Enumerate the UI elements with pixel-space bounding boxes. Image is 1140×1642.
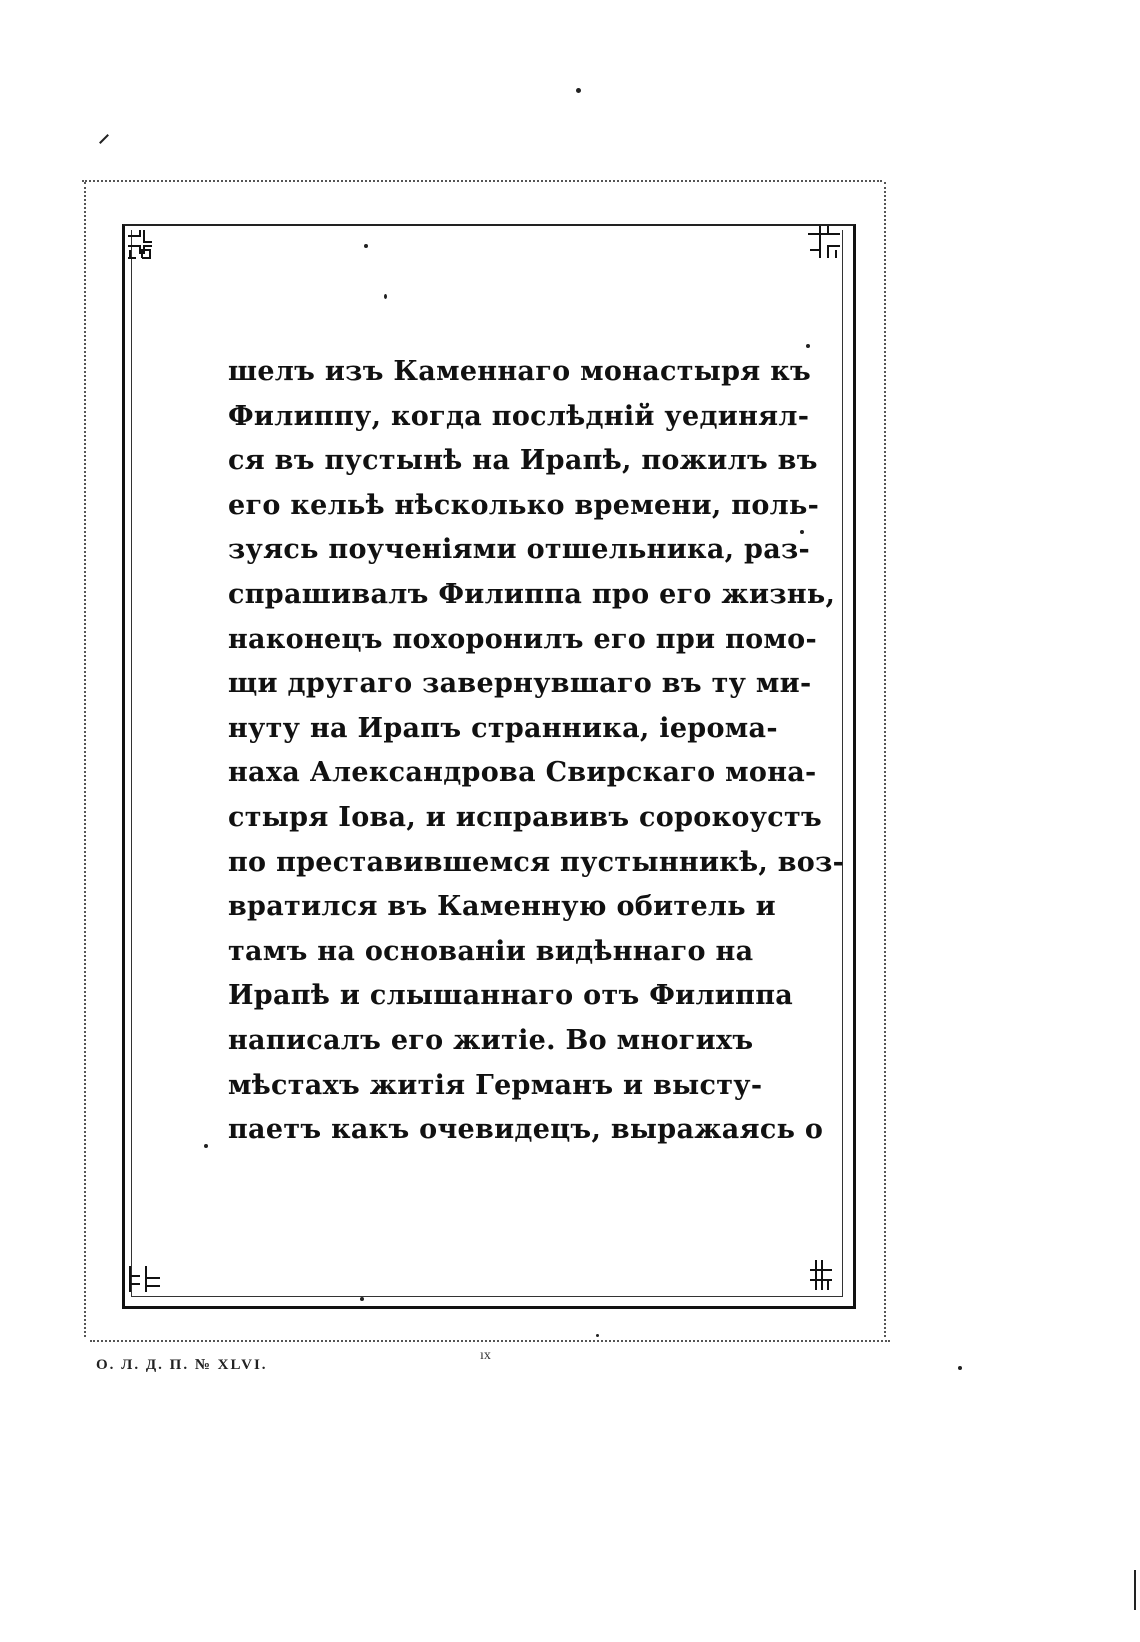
scan-speck <box>800 530 804 534</box>
footer-signature: О. Л. Д. П. № XLVI. <box>96 1357 268 1373</box>
text-line: зуясь поученіями отшельника, раз- <box>228 534 811 566</box>
text-line: написалъ его житіе. Во многихъ <box>228 1024 754 1056</box>
text-line: его кельѣ нѣсколько времени, поль- <box>228 489 820 521</box>
text-line: вратился въ Каменную обитель и <box>228 891 776 923</box>
scan-speck <box>364 244 368 248</box>
body-text <box>228 350 845 1153</box>
right-guide-line <box>884 182 886 1337</box>
text-line: паетъ какъ очевидецъ, выражаясь о <box>228 1114 824 1146</box>
fret-corner-ornament-icon <box>126 228 166 268</box>
text-line: по преставившемся пустынникѣ, воз- <box>228 846 845 878</box>
left-guide-line <box>84 182 86 1337</box>
text-line: наха Александрова Свирскаго мона- <box>228 757 817 789</box>
text-line: тамъ на основаніи видѣннаго на <box>228 935 754 967</box>
scan-mark <box>99 134 109 144</box>
text-line: щи другаго завернувшаго въ ту ми- <box>228 668 812 700</box>
text-line: спрашивалъ Филиппа про его жизнь, <box>228 578 836 610</box>
scan-speck <box>576 88 581 93</box>
fret-corner-ornament-icon <box>806 224 846 264</box>
scan-mark <box>1134 1570 1136 1610</box>
text-line: ся въ пустынѣ на Ирапѣ, пожилъ въ <box>228 445 818 477</box>
text-line: Ирапѣ и слышаннаго отъ Филиппа <box>228 980 794 1012</box>
text-line: шелъ изъ Каменнаго монастыря къ <box>228 356 812 387</box>
sheet-mark: ıx <box>480 1348 491 1363</box>
text-line: Филиппу, когда послѣдній уединял- <box>228 400 810 432</box>
text-line: стыря Іова, и исправивъ сорокоустъ <box>228 801 823 833</box>
text-line: мѣстахъ житія Германъ и высту- <box>228 1069 763 1101</box>
text-line: наконецъ похоронилъ его при помо- <box>228 623 818 655</box>
scan-speck <box>806 344 810 348</box>
top-guide-line <box>82 180 882 182</box>
bottom-guide-line <box>90 1340 890 1342</box>
scan-speck <box>360 1297 364 1301</box>
fret-corner-ornament-icon <box>808 1258 848 1298</box>
fret-corner-ornament-icon <box>126 1262 166 1302</box>
scan-speck <box>384 294 387 299</box>
scan-speck <box>596 1334 599 1337</box>
scan-speck <box>204 1144 208 1148</box>
text-line: нуту на Ирапъ странника, іерома- <box>228 712 778 744</box>
scan-speck <box>958 1366 962 1370</box>
